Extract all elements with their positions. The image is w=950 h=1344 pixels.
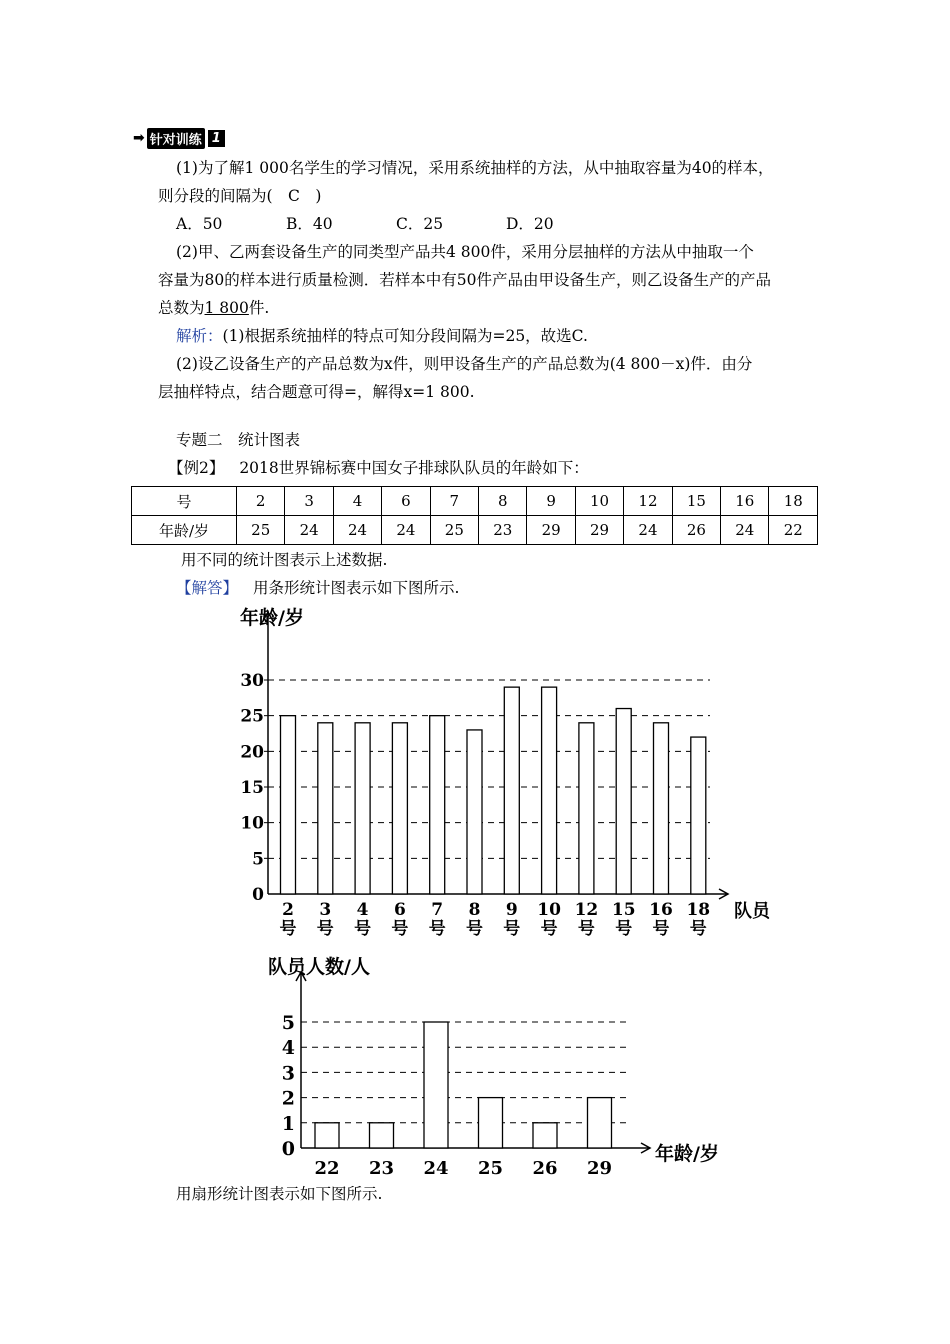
table-cell: 8 bbox=[479, 487, 527, 516]
x-tick-label-suffix: 号 bbox=[540, 919, 558, 939]
y-tick-label: 20 bbox=[240, 742, 264, 763]
x-tick-label-number: 7 bbox=[431, 900, 444, 920]
bar bbox=[315, 1123, 339, 1148]
table-cell: 18 bbox=[769, 487, 818, 516]
q1-option-d: D．20 bbox=[506, 215, 554, 233]
x-tick-label-suffix: 号 bbox=[354, 919, 372, 939]
solution-label: 解析： bbox=[176, 327, 223, 345]
table-cell: 25 bbox=[430, 516, 478, 545]
x-tick-label-number: 15 bbox=[611, 900, 636, 920]
q1-option-b: B．40 bbox=[286, 215, 333, 233]
badge-number: 1 bbox=[208, 130, 225, 147]
q1-option-a: A．50 bbox=[176, 215, 223, 233]
bar bbox=[424, 1022, 448, 1148]
y-tick-label: 4 bbox=[281, 1037, 295, 1060]
y-axis-label: 队员人数/人 bbox=[268, 956, 370, 978]
table-cell: 24 bbox=[382, 516, 430, 545]
x-tick-label-number: 8 bbox=[468, 900, 481, 920]
solution-line3: 层抽样特点，结合题意可得=，解得x=1 800. bbox=[158, 383, 475, 401]
x-tick-label-number: 9 bbox=[505, 900, 518, 920]
y-tick-label: 5 bbox=[252, 849, 264, 870]
x-tick-label-suffix: 号 bbox=[689, 919, 707, 939]
q2-line3-pre: 总数为 bbox=[158, 299, 205, 317]
x-tick-label-number: 2 bbox=[282, 900, 294, 920]
bar bbox=[588, 1098, 612, 1148]
table-cell: 2 bbox=[237, 487, 285, 516]
solution-text1: (1)根据系统抽样的特点可知分段间隔为=25，故选C. bbox=[222, 327, 588, 345]
table-cell: 24 bbox=[721, 516, 769, 545]
y-tick-label: 30 bbox=[240, 671, 264, 691]
x-tick-label-number: 12 bbox=[574, 900, 599, 920]
table-cell: 24 bbox=[333, 516, 381, 545]
q1-option-c: C．25 bbox=[396, 215, 444, 233]
table-header-age: 年龄/岁 bbox=[132, 516, 237, 545]
x-tick-label-suffix: 号 bbox=[391, 919, 409, 939]
after-table-text: 用不同的统计图表示上述数据. bbox=[181, 551, 388, 569]
table-cell: 4 bbox=[333, 487, 381, 516]
table-cell: 9 bbox=[527, 487, 575, 516]
x-tick-label-suffix: 号 bbox=[652, 919, 670, 939]
x-tick-label-number: 6 bbox=[393, 900, 406, 920]
y-tick-label: 2 bbox=[281, 1087, 295, 1110]
example-text: 2018世界锦标赛中国女子排球队队员的年龄如下： bbox=[239, 459, 589, 477]
table-cell: 24 bbox=[285, 516, 333, 545]
y-tick-label: 5 bbox=[281, 1012, 295, 1034]
table-cell: 15 bbox=[672, 487, 720, 516]
q2-line1: (2)甲、乙两套设备生产的同类型产品共4 800件，采用分层抽样的方法从中抽取一个 bbox=[176, 243, 754, 261]
table-cell: 12 bbox=[624, 487, 672, 516]
q1-line1: (1)为了解1 000名学生的学习情况，采用系统抽样的方法，从中抽取容量为40的样本， bbox=[176, 159, 774, 177]
table-cell: 24 bbox=[624, 516, 672, 545]
table-cell: 26 bbox=[672, 516, 720, 545]
answer-text: 用条形统计图表示如下图所示. bbox=[252, 579, 460, 597]
x-tick-label-number: 10 bbox=[537, 900, 561, 920]
x-tick-label-number: 4 bbox=[356, 900, 369, 920]
x-tick-label-suffix: 号 bbox=[503, 919, 521, 939]
y-tick-label: 15 bbox=[240, 778, 264, 798]
table-cell: 10 bbox=[575, 487, 623, 516]
q2-line3-post: 件. bbox=[248, 299, 270, 317]
x-axis-label: 队员 bbox=[734, 901, 770, 922]
x-axis-label: 年龄/岁 bbox=[655, 1143, 719, 1165]
x-tick-label-number: 3 bbox=[319, 900, 332, 920]
x-tick-label: 25 bbox=[477, 1158, 504, 1179]
x-tick-label: 29 bbox=[586, 1158, 613, 1179]
y-tick-label: 10 bbox=[240, 813, 264, 834]
footer-text: 用扇形统计图表示如下图所示. bbox=[176, 1185, 383, 1203]
table-cell: 6 bbox=[382, 487, 430, 516]
table-cell: 7 bbox=[430, 487, 478, 516]
x-tick-label: 22 bbox=[314, 1158, 340, 1179]
table-cell: 3 bbox=[285, 487, 333, 516]
x-tick-label-suffix: 号 bbox=[316, 919, 334, 939]
answer-label: 【解答】 bbox=[176, 579, 239, 597]
x-tick-label-number: 18 bbox=[686, 900, 711, 920]
y-axis-label: 年龄/岁 bbox=[240, 607, 304, 629]
q2-line2: 容量为80的样本进行质量检测．若样本中有50件产品由甲设备生产，则乙设备生产的产品 bbox=[158, 271, 771, 289]
x-tick-label: 26 bbox=[532, 1158, 558, 1179]
table-cell: 29 bbox=[527, 516, 575, 545]
x-tick-label-suffix: 号 bbox=[279, 919, 297, 939]
table-cell: 22 bbox=[769, 516, 818, 545]
q1-line2: 则分段的间隔为( C ) bbox=[158, 187, 322, 205]
x-tick-label-suffix: 号 bbox=[466, 919, 483, 939]
x-tick-label-suffix: 号 bbox=[615, 919, 633, 939]
y-tick-label: 25 bbox=[240, 706, 264, 727]
badge-text: 针对训练 bbox=[147, 128, 205, 149]
q2-answer: 1 800 bbox=[204, 299, 249, 317]
bar bbox=[533, 1123, 557, 1148]
bar bbox=[479, 1098, 503, 1148]
y-tick-label: 0 bbox=[252, 885, 264, 905]
bar bbox=[370, 1123, 394, 1148]
y-tick-label: 1 bbox=[281, 1112, 295, 1135]
x-tick-label: 24 bbox=[423, 1158, 449, 1179]
table-header-number: 号 bbox=[132, 487, 237, 516]
y-tick-label: 0 bbox=[281, 1138, 295, 1160]
x-tick-label-suffix: 号 bbox=[577, 919, 595, 939]
table-cell: 29 bbox=[575, 516, 623, 545]
y-tick-label: 3 bbox=[281, 1062, 295, 1085]
table-cell: 16 bbox=[721, 487, 769, 516]
table-cell: 23 bbox=[479, 516, 527, 545]
solution-line2: (2)设乙设备生产的产品总数为x件，则甲设备生产的产品总数为(4 800－x)件．由分 bbox=[176, 355, 753, 373]
example-label: 【例2】 bbox=[168, 459, 225, 477]
x-tick-label-suffix: 号 bbox=[428, 919, 446, 939]
table-cell: 25 bbox=[237, 516, 285, 545]
x-tick-label-number: 16 bbox=[649, 900, 673, 920]
x-tick-label: 23 bbox=[368, 1158, 395, 1179]
topic-heading: 专题二 统计图表 bbox=[176, 431, 301, 449]
arrow-icon: ➡ bbox=[133, 130, 145, 146]
